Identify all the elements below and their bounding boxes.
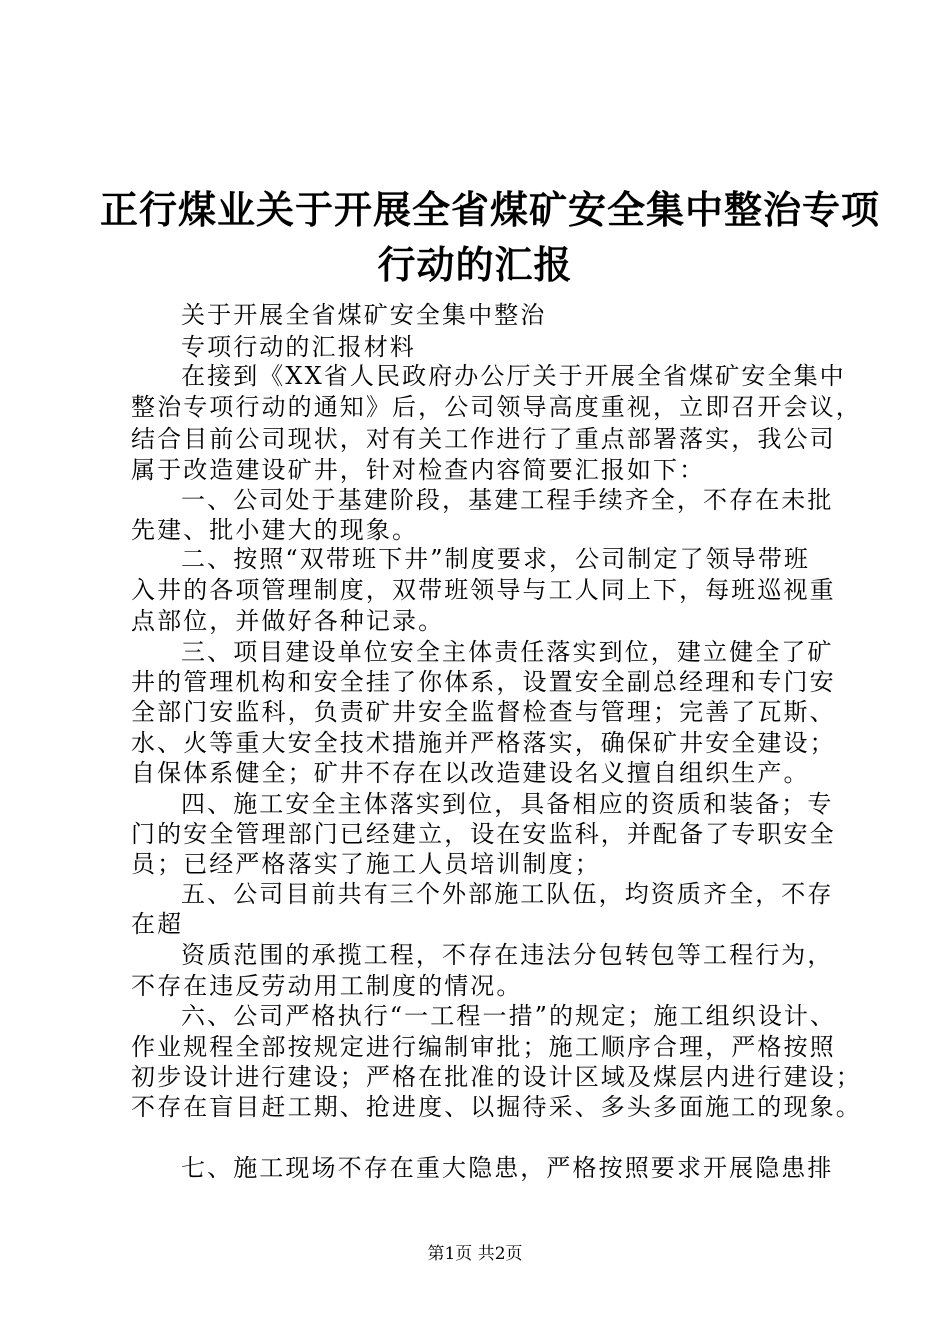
document-title-line-2: 行动的汇报 [377,243,573,287]
body-line: 员；已经严格落实了施工人员培训制度； [131,850,601,878]
body-line: 六、公司严格执行“一工程一措”的规定；施工组织设计、 [181,1002,837,1030]
body-line: 在超 [131,910,184,938]
body-line: 初步设计进行建设；严格在批准的设计区域及煤层内进行建设； [131,1063,862,1091]
body-line: 井的管理机构和安全挂了你体系，设置安全副总经理和专门安 [131,668,836,696]
body-line: 自保体系健全；矿井不存在以改造建设名义擅自组织生产。 [131,759,810,787]
body-line: 四、施工安全主体落实到位，具备相应的资质和装备；专 [181,790,834,818]
body-line: 属于改造建设矿井，针对检查内容简要汇报如下： [131,456,706,484]
body-line: 二、按照“双带班下井”制度要求，公司制定了领导带班 [181,545,811,573]
body-line: 结合目前公司现状，对有关工作进行了重点部署落实，我公司 [131,425,836,453]
body-line: 入井的各项管理制度，双带班领导与工人同上下，每班巡视重 [131,576,836,604]
body-line: 七、施工现场不存在重大隐患，严格按照要求开展隐患排 [181,1154,834,1182]
body-line: 水、火等重大安全技术措施并严格落实，确保矿井安全建设； [131,729,836,757]
document-title-line-1: 正行煤业关于开展全省煤矿安全集中整治专项 [100,188,881,232]
body-line: 三、项目建设单位安全主体责任落实到位，建立健全了矿 [181,638,834,666]
body-line: 点部位，并做好各种记录。 [131,607,445,635]
body-line: 在接到《XX省人民政府办公厅关于开展全省煤矿安全集中 [181,362,846,390]
body-line: 专项行动的汇报材料 [181,333,416,361]
body-line: 五、公司目前共有三个外部施工队伍，均资质齐全，不存 [181,880,834,908]
body-line: 不存在违反劳动用工制度的情况。 [131,972,523,1000]
body-line: 先建、批小建大的现象。 [131,516,419,544]
body-line: 整治专项行动的通知》后，公司领导高度重视，立即召开会议， [131,393,862,421]
body-line: 作业规程全部按规定进行编制审批；施工顺序合理，严格按照 [131,1033,836,1061]
body-line: 全部门安监科，负责矿井安全监督检查与管理；完善了瓦斯、 [131,698,836,726]
page-footer: 第1页 共2页 [427,1244,523,1264]
body-line: 关于开展全省煤矿安全集中整治 [181,301,547,329]
body-line: 不存在盲目赶工期、抢进度、以掘待采、多头多面施工的现象。 [131,1093,862,1121]
body-line: 门的安全管理部门已经建立，设在安监科，并配备了专职安全 [131,820,836,848]
body-line: 一、公司处于基建阶段，基建工程手续齐全，不存在未批 [181,486,834,514]
body-line: 资质范围的承揽工程，不存在违法分包转包等工程行为， [181,941,834,969]
